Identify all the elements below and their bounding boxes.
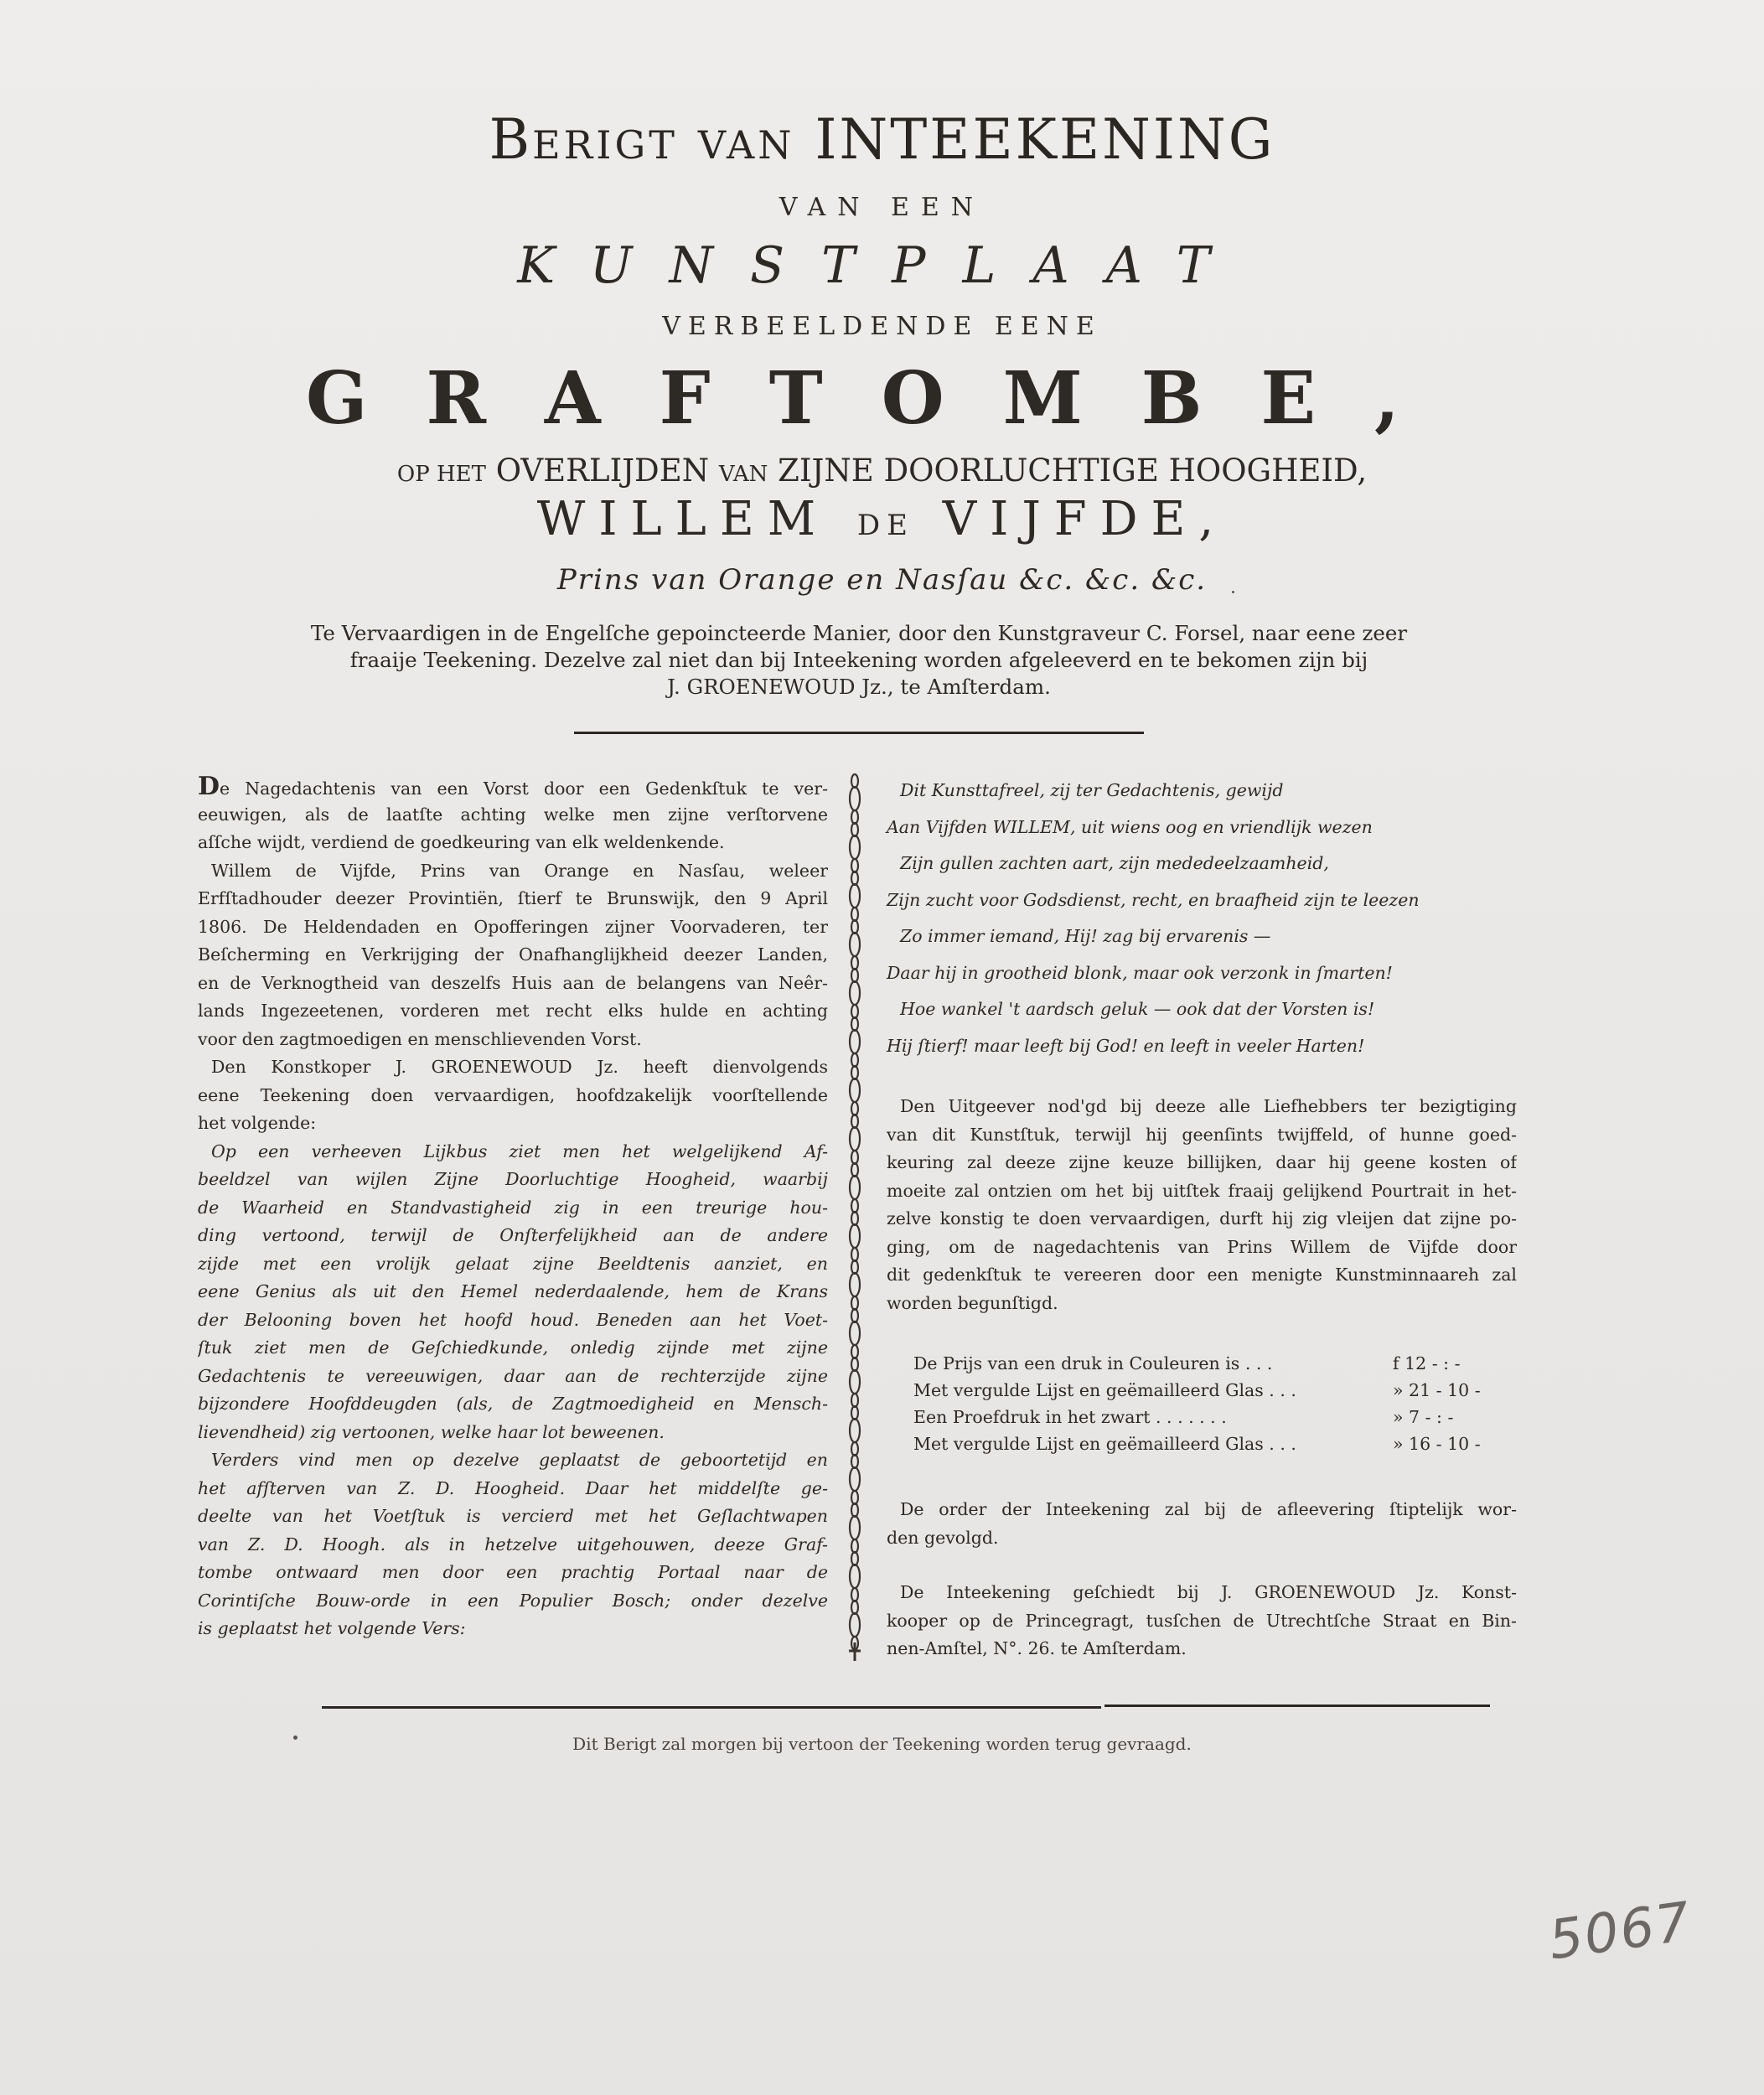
price-label: Met vergulde Lijst en geëmailleerd Glas . . . <box>913 1380 1296 1400</box>
left-column <box>198 773 828 1643</box>
left-column-line: aſſche wijdt, verdiend de goedkeuring van elk weldenkende. <box>198 832 725 852</box>
chain-link <box>851 1358 858 1371</box>
chain-link <box>851 1296 858 1310</box>
title-line-6: OP HET OVERLIJDEN VAN ZIJNE DOORLUCHTIGE HOOGHEID, <box>396 453 1368 489</box>
chain-link <box>850 884 860 908</box>
right-column-line: De order der Inteekening zal bij de afleevering ſtiptelijk wor- <box>900 1499 1517 1519</box>
poem-line: Zo immer iemand, Hij! zag bij ervarenis — <box>900 926 1271 946</box>
drop-cap: D <box>198 773 220 801</box>
chain-link <box>851 1066 858 1079</box>
left-column-line: ſtuk ziet men de Geſchiedkunde, onledig zijnde met zijne <box>198 1337 828 1358</box>
publisher-paragraph <box>887 1093 1517 1317</box>
price-row <box>913 1404 1517 1430</box>
chain-link <box>851 920 858 934</box>
left-column-line: deelte van het Voetſtuk is vercierd met het Geſlachtwapen <box>198 1506 828 1526</box>
poem-line: Hij ſtierf! maar leeft bij God! en leeft in veeler Harten! <box>887 1035 1365 1056</box>
right-column-line: nen-Amſtel, N°. 26. te Amſterdam. <box>887 1638 1187 1658</box>
left-column-line: ding vertoond, terwijl de Onſterfelijkheid aan de andere <box>198 1225 828 1245</box>
left-column-line: en de Verknogtheid van deszelfs Huis aan de belangens van Neêr- <box>198 972 828 993</box>
right-column-line: moeite zal ontzien om het bij uitſtek fraaij gelijkend Pourtrait in het- <box>887 1180 1517 1201</box>
left-column-line: eene Teekening doen vervaardigen, hoofdzakelijk voorſtellende <box>198 1084 828 1105</box>
left-column-line: voor den zagtmoedigen en menschlievenden Vorst. <box>198 1028 642 1049</box>
ink-speck <box>293 1735 297 1740</box>
chain-link <box>850 1370 860 1394</box>
chain-link <box>850 1516 860 1539</box>
chain-link <box>851 1102 858 1115</box>
chain-link <box>850 1224 860 1248</box>
right-column-line: den gevolgd. <box>887 1527 999 1548</box>
right-column-line: kooper op de Princegragt, tusſchen de Utrechtſche Straat en Bin- <box>887 1610 1517 1631</box>
right-column-line: keuring zal deeze zijne keuze billijken, daar hij geene kosten of <box>887 1152 1517 1172</box>
chain-link <box>851 969 858 982</box>
chain-link <box>851 1491 858 1504</box>
chain-link <box>850 1322 860 1345</box>
left-column-line: der Belooning boven het hoofd houd. Beneden aan het Voet- <box>198 1309 828 1330</box>
chain-link <box>851 823 858 836</box>
chain-link <box>850 1127 860 1151</box>
chain-link <box>851 1115 858 1128</box>
address-paragraph <box>887 1579 1517 1663</box>
left-column-line: de Waarheid en Standvastigheid zig in een treurige hou- <box>198 1197 828 1218</box>
left-column-line: Op een verheeven Lijkbus ziet men het welgelijkend Af- <box>211 1141 828 1161</box>
chain-link <box>851 1199 858 1213</box>
handwritten-number: 5067 <box>1544 1891 1696 1973</box>
title-rule <box>574 732 1144 734</box>
price-row <box>913 1377 1517 1404</box>
poem <box>887 773 1517 1064</box>
chain-link <box>850 835 860 859</box>
price-amount: » 21 - 10 - <box>1393 1380 1481 1400</box>
ink-speck <box>1232 591 1234 593</box>
chain-link <box>850 1613 860 1637</box>
left-column-line: Den Konstkoper J. GROENEWOUD Jz. heeft dienvolgends <box>211 1057 828 1077</box>
left-column-line: tombe ontwaard men door een prachtig Portaal naar de <box>198 1562 828 1582</box>
left-column-line: bijzondere Hoofddeugden (als, de Zagtmoedigheid en Mensch- <box>198 1394 828 1414</box>
chain-link <box>850 1176 860 1199</box>
chain-link <box>851 859 858 872</box>
intro-line: Te Vervaardigen in de Engelſche gepoincteerde Manier, door den Kunstgraveur C. Forsel, naar eene zeer <box>310 621 1408 645</box>
left-column-line: Beſcherming en Verkrijging der Onafhanglijkheid deezer Landen, <box>198 944 828 965</box>
price-label: Een Proefdruk in het zwart . . . . . . . <box>913 1407 1227 1427</box>
chain-link <box>851 810 858 824</box>
left-column-line: lands Ingezeetenen, vorderen met recht elks hulde en achting <box>198 1001 828 1021</box>
chain-link <box>851 1053 858 1067</box>
right-column-line: ging, om de nagedachtenis van Prins Willem de Vijfde door <box>887 1236 1517 1257</box>
price-row <box>913 1430 1517 1457</box>
intro-paragraph <box>230 620 1487 701</box>
chain-link <box>851 1539 858 1553</box>
intro-line: J. GROENEWOUD Jz., te Amſterdam. <box>667 675 1051 699</box>
title-line-2: VAN EEN <box>779 193 985 222</box>
poem-line: Aan Vijfden WILLEM, uit wiens oog en vriendlijk wezen <box>887 816 1373 837</box>
price-label: De Prijs van een druk in Couleuren is . . . <box>913 1353 1273 1373</box>
chain-link <box>851 908 858 921</box>
poem-line: Zijn zucht voor Godsdienst, recht, en braafheid zijn te leezen <box>887 889 1420 910</box>
title-line-5: GRAFTOMBE, <box>306 356 1458 441</box>
left-column-line: Willem de Vijfde, Prins van Orange en Nasſau, weleer <box>211 860 828 881</box>
chain-link <box>850 1565 860 1588</box>
chain-link <box>850 933 860 956</box>
chain-link <box>851 1442 858 1456</box>
chain-link <box>850 787 860 810</box>
chain-link <box>850 1419 860 1442</box>
left-column-line: eene Genius als uit den Hemel nederdaalende, hem de Krans <box>198 1281 828 1301</box>
chain-link <box>851 1163 858 1177</box>
chain-link <box>850 981 860 1005</box>
chain-link <box>851 1005 858 1018</box>
left-column-line: het volgende: <box>198 1113 317 1133</box>
chain-link <box>851 872 858 885</box>
poem-line: Daar hij in grootheid blonk, maar ook verzonk in ſmarten! <box>887 962 1393 983</box>
price-amount: » 7 - : - <box>1393 1407 1454 1427</box>
chain-link <box>850 1079 860 1102</box>
right-column-line: worden begunſtigd. <box>887 1292 1058 1313</box>
title-line-4: VERBEELDENDE EENE <box>662 312 1102 341</box>
chain-link <box>851 1406 858 1420</box>
left-column-line: Verders vind men op dezelve geplaatst de geboortetijd en <box>211 1450 828 1470</box>
chain-link <box>851 956 858 970</box>
bottom-rule-left <box>322 1706 1101 1709</box>
left-column-line: lievendheid) zig vertoonen, welke haar lot beweenen. <box>198 1421 665 1442</box>
left-column-line: beeldzel van wijlen Zijne Doorluchtige Hoogheid, waarbij <box>198 1169 828 1189</box>
poem-line: Zijn gullen zachten aart, zijn mededeelzaamheid, <box>900 853 1329 873</box>
left-column-line <box>198 773 828 801</box>
chain-divider <box>846 769 863 1664</box>
chain-link <box>851 1601 858 1614</box>
left-column-line: 1806. De Heldendaden en Opofferingen zijner Voorvaderen, ter <box>198 916 828 937</box>
chain-link <box>851 1212 858 1225</box>
chain-link <box>850 1273 860 1296</box>
right-column <box>887 773 1517 1658</box>
footnote: Dit Berigt zal morgen bij vertoon der Teekening worden terug gevraagd. <box>572 1734 1192 1754</box>
title-line-7: WILLEM DE VIJFDE, <box>536 492 1228 546</box>
poem-line: Hoe wankel 't aardsch geluk — ook dat der Vorsten is! <box>900 999 1375 1019</box>
right-column-line: zelve konstig te doen vervaardigen, durft hij zig vleijen dat zijne po- <box>887 1208 1517 1229</box>
chain-link <box>850 1030 860 1053</box>
chain-link <box>851 1455 858 1468</box>
right-column-line: van dit Kunstſtuk, terwijl hij geenſints twijffeld, of hunne goed- <box>887 1124 1517 1145</box>
chain-link <box>851 1394 858 1407</box>
chain-link <box>851 1248 858 1261</box>
chain-link <box>851 1017 858 1031</box>
chain-link <box>851 1552 858 1565</box>
intro-line: fraaije Teekening. Dezelve zal niet dan bij Inteekening worden afgeleeverd en te bekomen zijn bij <box>349 648 1368 672</box>
chain-link <box>851 1345 858 1358</box>
left-column-line: Erfſtadhouder deezer Provintiën, ſtierf te Brunswijk, den 9 April <box>198 888 828 908</box>
left-column-line: van Z. D. Hoogh. als in hetzelve uitgehouwen, deeze Graf- <box>198 1534 828 1554</box>
bottom-rule-right <box>1104 1704 1490 1707</box>
chain-link <box>851 1588 858 1601</box>
poem-line: Dit Kunsttafreel, zij ter Gedachtenis, gewijd <box>900 780 1284 800</box>
chain-link <box>850 1467 860 1491</box>
chain-link <box>851 1260 858 1274</box>
price-list <box>913 1350 1517 1457</box>
price-label: Met vergulde Lijst en geëmailleerd Glas . . . <box>913 1434 1296 1454</box>
price-amount: f 12 - : - <box>1393 1353 1461 1373</box>
chain-link <box>851 774 858 788</box>
right-column-line: dit gedenkſtuk te vereeren door een menigte Kunstminnaareh zal <box>887 1265 1517 1285</box>
left-column-text: e Nagedachtenis van een Vorst door een Gedenkſtuk te ver- <box>220 779 828 799</box>
price-amount: » 16 - 10 - <box>1393 1434 1481 1454</box>
title-line-8: Prins van Orange en Nasſau &c. &c. &c. <box>556 563 1208 597</box>
price-row <box>913 1350 1517 1377</box>
chain-link <box>851 1309 858 1322</box>
chain-link <box>851 1151 858 1164</box>
left-column-line: het afſterven van Z. D. Hoogheid. Daar het middelſte ge- <box>198 1477 828 1498</box>
title-line-1: BERIGT VAN INTEEKENING <box>489 107 1275 172</box>
left-column-line: Gedachtenis te vereeuwigen, daar aan de rechterzijde zijne <box>198 1365 828 1386</box>
title-line-3: KUNSTPLAAT <box>517 236 1247 295</box>
chain-link <box>851 1503 858 1517</box>
left-column-line: eeuwigen, als de laatſte achting welke men zijne verſtorvene <box>198 804 828 825</box>
left-column-line: is geplaatst het volgende Vers: <box>198 1618 466 1638</box>
left-column-line: Corintiſche Bouw-orde in een Populier Bosch; onder dezelve <box>198 1590 828 1611</box>
right-column-line: De Inteekening geſchiedt bij J. GROENEWOUD Jz. Konst- <box>900 1582 1517 1602</box>
left-column-line: zijde met een vrolijk gelaat zijne Beeldtenis aanziet, en <box>198 1253 828 1274</box>
order-paragraph <box>887 1496 1517 1552</box>
right-column-line: Den Uitgeever nod'gd bij deeze alle Liefhebbers ter bezigtiging <box>900 1096 1517 1116</box>
